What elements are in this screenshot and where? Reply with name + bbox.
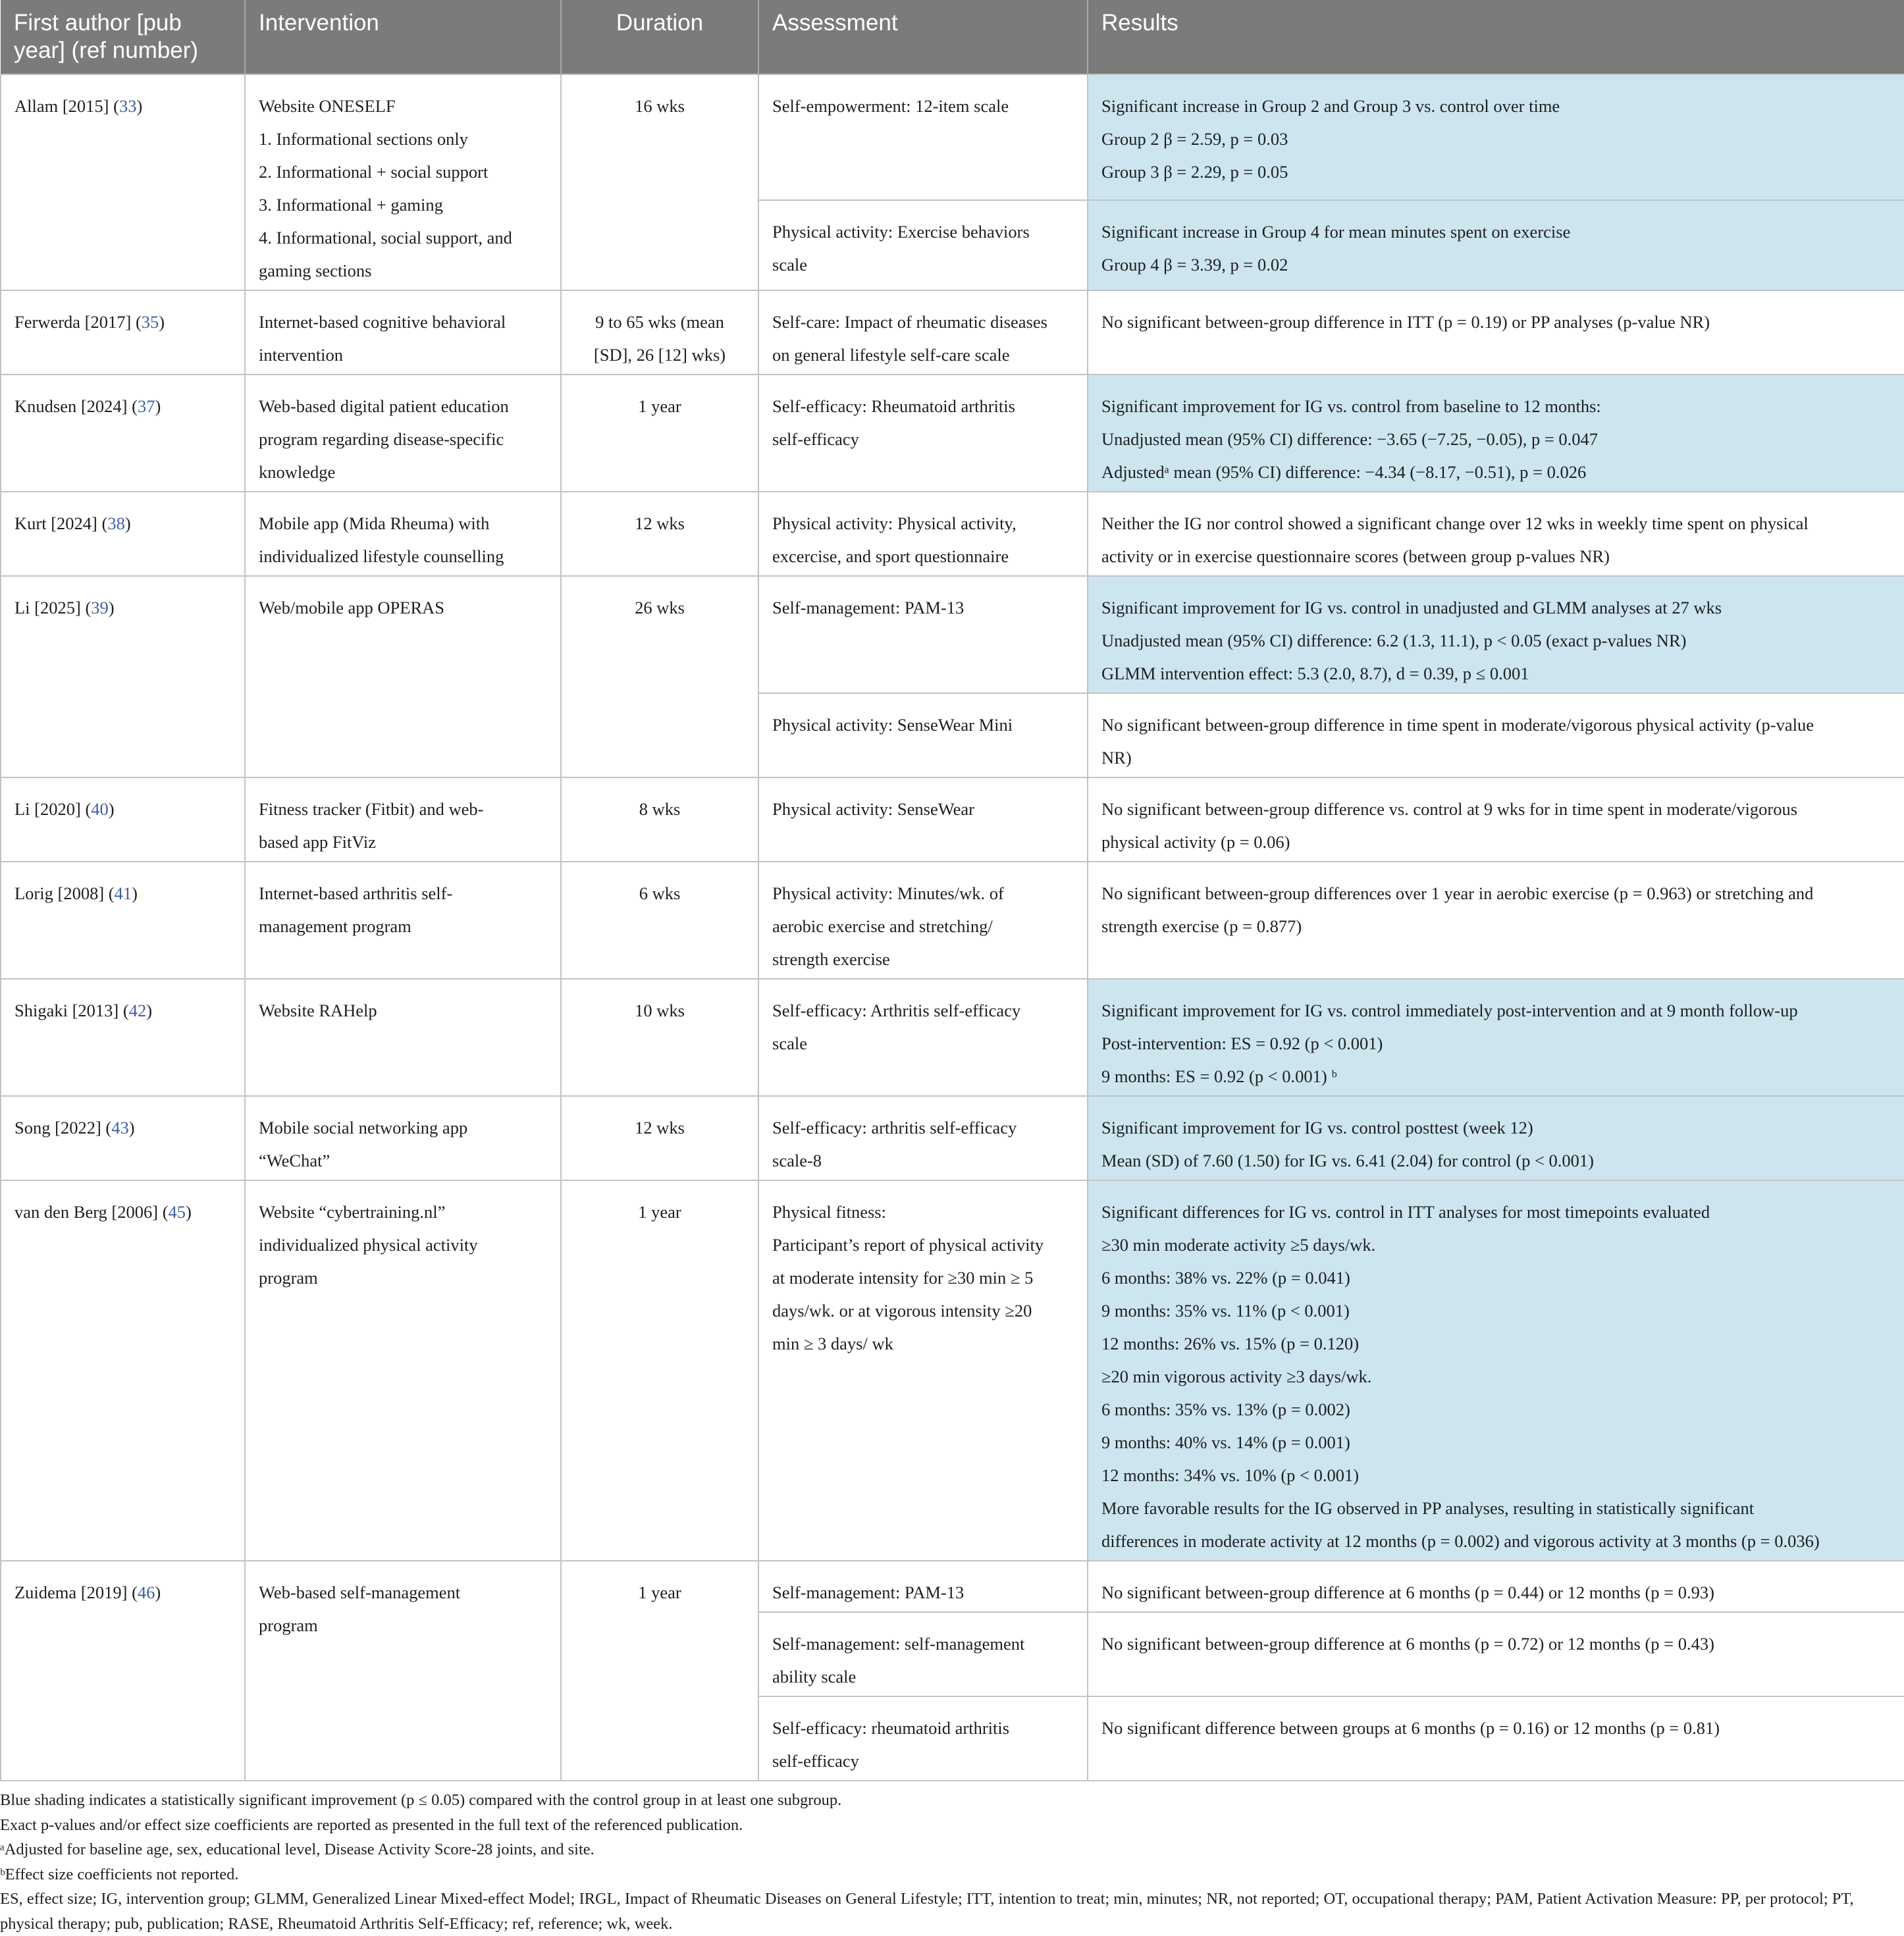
author-text: Lorig [2008] (	[14, 883, 115, 903]
assessment-line: Self-efficacy: Arthritis self-efficacy	[772, 1001, 1021, 1020]
author-text: van den Berg [2006] (	[14, 1202, 169, 1222]
table-row	[1, 74, 1904, 200]
duration-cell	[561, 290, 758, 375]
assessment-line: Self-management: self-management	[772, 1634, 1025, 1654]
author-text: Allam [2015] (	[14, 96, 119, 116]
reference-link: 33	[119, 96, 137, 116]
author-cell	[1, 1180, 245, 1561]
author-close: )	[132, 883, 138, 903]
assessment-line: Self-care: Impact of rheumatic diseases	[772, 312, 1047, 332]
results-line: 9 months: 35% vs. 11% (p < 0.001)	[1101, 1301, 1350, 1321]
assessment-line: Participant’s report of physical activity	[772, 1235, 1044, 1255]
intervention-cell	[245, 492, 561, 576]
results-line: Significant improvement for IG vs. control in unadjusted and GLMM analyses at 27 wks	[1101, 598, 1722, 617]
duration-line: 1 year	[638, 1202, 681, 1222]
results-cell	[1088, 693, 1904, 777]
assessment-cell	[758, 777, 1088, 862]
assessment-cell	[758, 979, 1088, 1096]
assessment-cell	[758, 576, 1088, 693]
results-cell	[1088, 74, 1904, 200]
duration-line: 12 wks	[635, 1118, 685, 1138]
assessment-cell	[758, 200, 1088, 290]
intervention-cell	[245, 777, 561, 862]
results-line: 12 months: 34% vs. 10% (p < 0.001)	[1101, 1465, 1360, 1485]
duration-cell	[561, 1180, 758, 1561]
intervention-line: program regarding disease-specific	[259, 429, 504, 449]
results-line: physical activity (p = 0.06)	[1101, 832, 1290, 852]
author-close: )	[108, 799, 115, 819]
reference-link: 37	[137, 396, 155, 416]
header-intervention: Intervention	[245, 0, 561, 74]
assessment-line: Self-empowerment: 12-item scale	[772, 96, 1009, 116]
results-line: Significant improvement for IG vs. control posttest (week 12)	[1101, 1118, 1533, 1138]
results-line: Neither the IG nor control showed a significant change over 12 wks in weekly time spent on physical	[1101, 513, 1809, 533]
results-line: Adjustedᵃ mean (95% CI) difference: −4.34 (−8.17, −0.51), p = 0.026	[1101, 462, 1587, 482]
reference-link: 38	[107, 513, 125, 533]
assessment-line: ability scale	[772, 1667, 857, 1687]
results-line: Group 4 β = 3.39, p = 0.02	[1101, 254, 1288, 275]
table-row	[1, 492, 1904, 576]
author-cell	[1, 74, 245, 290]
intervention-line: Website RAHelp	[259, 1001, 377, 1020]
duration-line: 10 wks	[635, 1001, 685, 1020]
duration-cell	[561, 979, 758, 1096]
author-text: Li [2020] (	[14, 799, 92, 819]
table-row	[1, 375, 1904, 492]
results-line: 9 months: ES = 0.92 (p < 0.001) ᵇ	[1101, 1066, 1337, 1086]
results-cell	[1088, 1612, 1904, 1696]
intervention-line: knowledge	[259, 462, 336, 482]
results-line: No significant between-group difference at 6 months (p = 0.44) or 12 months (p = 0.93)	[1101, 1583, 1714, 1602]
table-row	[1, 1096, 1904, 1180]
duration-line: [SD], 26 [12] wks)	[593, 345, 726, 365]
table-row	[1, 1561, 1904, 1612]
duration-cell	[561, 576, 758, 777]
reference-link: 39	[91, 598, 109, 617]
table-row	[1, 979, 1904, 1096]
reference-link: 41	[114, 883, 132, 903]
author-text: Shigaki [2013] (	[14, 1001, 129, 1020]
author-text: Kurt [2024] (	[14, 513, 108, 533]
results-line: Post-intervention: ES = 0.92 (p < 0.001)	[1101, 1033, 1383, 1053]
footnote-line: ᵇEffect size coefficients not reported.	[0, 1865, 239, 1883]
table-row	[1, 777, 1904, 862]
intervention-cell	[245, 1096, 561, 1180]
author-close: )	[155, 1583, 161, 1602]
assessment-line: Self-management: PAM-13	[772, 1583, 965, 1602]
assessment-line: Self-management: PAM-13	[772, 598, 965, 617]
author-cell	[1, 777, 245, 862]
duration-cell	[561, 777, 758, 862]
results-cell	[1088, 1096, 1904, 1180]
duration-cell	[561, 1561, 758, 1781]
assessment-cell	[758, 1180, 1088, 1561]
author-close: )	[128, 1118, 135, 1138]
assessment-cell	[758, 1696, 1088, 1781]
author-close: )	[136, 96, 143, 116]
intervention-line: Web-based digital patient education	[259, 396, 509, 416]
footnote-line: ᵃAdjusted for baseline age, sex, educational level, Disease Activity Score-28 joints, and site.	[0, 1841, 595, 1858]
assessment-line: Physical activity: Physical activity,	[772, 513, 1017, 533]
results-line: Group 3 β = 2.29, p = 0.05	[1101, 162, 1288, 182]
results-line: No significant between-group difference in time spent in moderate/vigorous physical activity (p-value	[1101, 715, 1814, 735]
table-footnotes	[0, 1781, 1904, 1936]
author-text: Li [2025] (	[14, 598, 92, 617]
assessment-line: Physical activity: Minutes/wk. of	[772, 883, 1004, 903]
author-close: )	[146, 1001, 153, 1020]
results-cell	[1088, 1561, 1904, 1612]
results-line: differences in moderate activity at 12 months (p = 0.002) and vigorous activity at 3 months (p = 0.036)	[1101, 1531, 1820, 1551]
results-line: ≥20 min vigorous activity ≥3 days/wk.	[1101, 1367, 1372, 1386]
results-line: Unadjusted mean (95% CI) difference: −3.65 (−7.25, −0.05), p = 0.047	[1101, 429, 1599, 449]
results-line: No significant between-group difference at 6 months (p = 0.72) or 12 months (p = 0.43)	[1101, 1634, 1714, 1654]
results-cell	[1088, 1180, 1904, 1561]
author-cell	[1, 492, 245, 576]
intervention-cell	[245, 1180, 561, 1561]
intervention-line: Fitness tracker (Fitbit) and web-	[259, 799, 484, 819]
results-line: 6 months: 35% vs. 13% (p = 0.002)	[1101, 1400, 1350, 1419]
assessment-line: days/wk. or at vigorous intensity ≥20	[772, 1301, 1032, 1321]
author-text: Song [2022] (	[14, 1118, 112, 1138]
assessment-cell	[758, 693, 1088, 777]
reference-link: 45	[168, 1202, 186, 1222]
table-row	[1, 1180, 1904, 1561]
author-close: )	[186, 1202, 192, 1222]
results-line: No significant between-group difference vs. control at 9 wks for in time spent in moderate/vigorous	[1101, 799, 1798, 819]
results-line: 9 months: 40% vs. 14% (p = 0.001)	[1101, 1432, 1350, 1452]
results-cell	[1088, 200, 1904, 290]
author-text: Knudsen [2024] (	[14, 396, 138, 416]
assessment-line: on general lifestyle self-care scale	[772, 345, 1010, 365]
duration-line: 8 wks	[639, 799, 681, 819]
intervention-line: individualized lifestyle counselling	[259, 546, 504, 566]
duration-line: 6 wks	[639, 883, 681, 903]
assessment-line: Self-efficacy: rheumatoid arthritis	[772, 1718, 1010, 1738]
duration-line: 9 to 65 wks (mean	[595, 312, 724, 332]
duration-line: 26 wks	[635, 598, 685, 617]
assessment-cell	[758, 1612, 1088, 1696]
author-cell	[1, 979, 245, 1096]
assessment-cell	[758, 1096, 1088, 1180]
reference-link: 40	[91, 799, 109, 819]
header-first-author: First author [pub year] (ref number)	[1, 0, 245, 74]
intervention-cell	[245, 74, 561, 290]
duration-line: 1 year	[638, 396, 681, 416]
assessment-line: at moderate intensity for ≥30 min ≥ 5	[772, 1268, 1034, 1288]
assessment-line: scale-8	[772, 1151, 822, 1170]
duration-cell	[561, 74, 758, 290]
author-cell	[1, 862, 245, 979]
header-assessment: Assessment	[758, 0, 1088, 74]
assessment-line: self-efficacy	[772, 429, 859, 449]
intervention-cell	[245, 979, 561, 1096]
author-cell	[1, 576, 245, 777]
results-cell	[1088, 862, 1904, 979]
intervention-line: 1. Informational sections only	[259, 129, 468, 149]
intervention-cell	[245, 375, 561, 492]
intervention-line: Internet-based arthritis self-	[259, 883, 453, 903]
results-line: No significant between-group difference in ITT (p = 0.19) or PP analyses (p-value NR)	[1101, 312, 1710, 332]
footnote-line: Blue shading indicates a statistically significant improvement (p ≤ 0.05) compared with the control group in at least one subgroup.	[0, 1791, 842, 1809]
intervention-line: gaming sections	[259, 261, 372, 280]
results-line: Significant improvement for IG vs. control immediately post-intervention and at 9 month follow-up	[1101, 1001, 1798, 1020]
results-line: Significant increase in Group 4 for mean minutes spent on exercise	[1101, 221, 1571, 242]
duration-cell	[561, 492, 758, 576]
results-cell	[1088, 375, 1904, 492]
author-cell	[1, 290, 245, 375]
intervention-line: individualized physical activity	[259, 1235, 478, 1255]
intervention-line: intervention	[259, 345, 344, 365]
reference-link: 46	[137, 1583, 155, 1602]
header-duration: Duration	[561, 0, 758, 74]
assessment-line: min ≥ 3 days/ wk	[772, 1334, 893, 1353]
header-row	[1, 0, 1904, 74]
intervention-cell	[245, 576, 561, 777]
author-cell	[1, 1096, 245, 1180]
author-cell	[1, 375, 245, 492]
assessment-line: scale	[772, 1033, 807, 1053]
intervention-line: program	[259, 1615, 318, 1635]
results-line: Mean (SD) of 7.60 (1.50) for IG vs. 6.41 (2.04) for control (p < 0.001)	[1101, 1151, 1594, 1170]
assessment-cell	[758, 862, 1088, 979]
author-text: Zuidema [2019] (	[14, 1583, 138, 1602]
results-line: More favorable results for the IG observed in PP analyses, resulting in statistically significant	[1101, 1498, 1755, 1518]
intervention-line: Web-based self-management	[259, 1583, 461, 1602]
reference-link: 42	[128, 1001, 147, 1020]
intervention-line: Mobile app (Mida Rheuma) with	[259, 513, 490, 533]
results-cell	[1088, 576, 1904, 693]
results-line: 6 months: 38% vs. 22% (p = 0.041)	[1101, 1268, 1350, 1288]
assessment-line: Physical activity: SenseWear Mini	[772, 715, 1013, 735]
assessment-line: Self-efficacy: Rheumatoid arthritis	[772, 396, 1015, 416]
table-body	[1, 74, 1904, 1781]
results-line: Significant improvement for IG vs. control from baseline to 12 months:	[1101, 396, 1601, 416]
footnote-line: Exact p-values and/or effect size coefficients are reported as presented in the full text of the referenced publication.	[0, 1816, 743, 1834]
duration-cell	[561, 1096, 758, 1180]
results-line: Group 2 β = 2.59, p = 0.03	[1101, 129, 1288, 149]
intervention-line: based app FitViz	[259, 832, 376, 852]
assessment-line: aerobic exercise and stretching/	[772, 916, 993, 936]
author-cell	[1, 1561, 245, 1781]
assessment-line: self-efficacy	[772, 1751, 859, 1771]
assessment-line: excercise, and sport questionnaire	[772, 546, 1009, 566]
author-close: )	[108, 598, 115, 617]
intervention-line: Web/mobile app OPERAS	[259, 598, 444, 617]
table-row	[1, 290, 1904, 375]
results-line: ≥30 min moderate activity ≥5 days/wk.	[1101, 1235, 1376, 1255]
results-line: strength exercise (p = 0.877)	[1101, 916, 1302, 936]
intervention-line: Internet-based cognitive behavioral	[259, 312, 506, 332]
table-row	[1, 862, 1904, 979]
duration-line: 16 wks	[635, 96, 685, 116]
results-line: NR)	[1101, 748, 1132, 768]
results-line: No significant between-group differences over 1 year in aerobic exercise (p = 0.963) or stretching and	[1101, 883, 1814, 903]
assessment-cell	[758, 1561, 1088, 1612]
reference-link: 43	[111, 1118, 129, 1138]
results-cell	[1088, 777, 1904, 862]
intervention-cell	[245, 862, 561, 979]
assessment-line: strength exercise	[772, 949, 890, 969]
reference-link: 35	[141, 312, 159, 332]
duration-line: 1 year	[638, 1583, 681, 1602]
assessment-line: Self-efficacy: arthritis self-efficacy	[772, 1118, 1017, 1138]
intervention-line: management program	[259, 916, 411, 936]
results-line: Significant increase in Group 2 and Group 3 vs. control over time	[1101, 96, 1560, 116]
intervention-line: program	[259, 1268, 318, 1288]
duration-cell	[561, 862, 758, 979]
intervention-line: 2. Informational + social support	[259, 162, 489, 182]
results-cell	[1088, 290, 1904, 375]
intervention-cell	[245, 1561, 561, 1781]
results-cell	[1088, 979, 1904, 1096]
results-line: Significant differences for IG vs. control in ITT analyses for most timepoints evaluated	[1101, 1202, 1710, 1222]
assessment-line: Physical activity: Exercise behaviors	[772, 221, 1030, 242]
intervention-line: Website ONESELF	[259, 96, 396, 116]
assessment-cell	[758, 375, 1088, 492]
results-line: GLMM intervention effect: 5.3 (2.0, 8.7), d = 0.39, p ≤ 0.001	[1101, 664, 1529, 683]
results-line: activity or in exercise questionnaire scores (between group p-values NR)	[1101, 546, 1610, 566]
header-results: Results	[1088, 0, 1904, 74]
intervention-line: 3. Informational + gaming	[259, 195, 443, 215]
assessment-cell	[758, 74, 1088, 200]
duration-cell	[561, 375, 758, 492]
intervention-line: 4. Informational, social support, and	[259, 228, 512, 248]
results-cell	[1088, 492, 1904, 576]
author-close: )	[159, 312, 165, 332]
results-cell	[1088, 1696, 1904, 1781]
author-text: Ferwerda [2017] (	[14, 312, 142, 332]
assessment-line: Physical activity: SenseWear	[772, 799, 974, 819]
assessment-line: scale	[772, 254, 807, 275]
intervention-line: Website “cybertraining.nl”	[259, 1202, 446, 1222]
results-line: Unadjusted mean (95% CI) difference: 6.2 (1.3, 11.1), p < 0.05 (exact p-values NR)	[1101, 631, 1687, 650]
intervention-line: Mobile social networking app	[259, 1118, 468, 1138]
author-close: )	[155, 396, 161, 416]
assessment-line: Physical fitness:	[772, 1202, 886, 1222]
results-line: 12 months: 26% vs. 15% (p = 0.120)	[1101, 1334, 1360, 1353]
intervention-line: “WeChat”	[259, 1151, 331, 1170]
assessment-cell	[758, 492, 1088, 576]
intervention-cell	[245, 290, 561, 375]
table-row	[1, 576, 1904, 693]
duration-line: 12 wks	[635, 513, 685, 533]
results-line: No significant difference between groups at 6 months (p = 0.16) or 12 months (p = 0.81)	[1101, 1718, 1720, 1738]
footnote-line: ES, effect size; IG, intervention group; GLMM, Generalized Linear Mixed-effect Model; IRGL, Impact of Rheumatic Diseases on General Lifestyle; ITT, intention to treat; min, minutes; NR, not reported; OT, occupational therapy; PAM, Patient Activation Measure: PP, per protocol; PT, physical therapy; pub, publication; RASE, Rheumatoid Arthritis Self-Efficacy; ref, reference; wk, week.	[0, 1890, 1854, 1933]
assessment-cell	[758, 290, 1088, 375]
author-close: )	[124, 513, 131, 533]
